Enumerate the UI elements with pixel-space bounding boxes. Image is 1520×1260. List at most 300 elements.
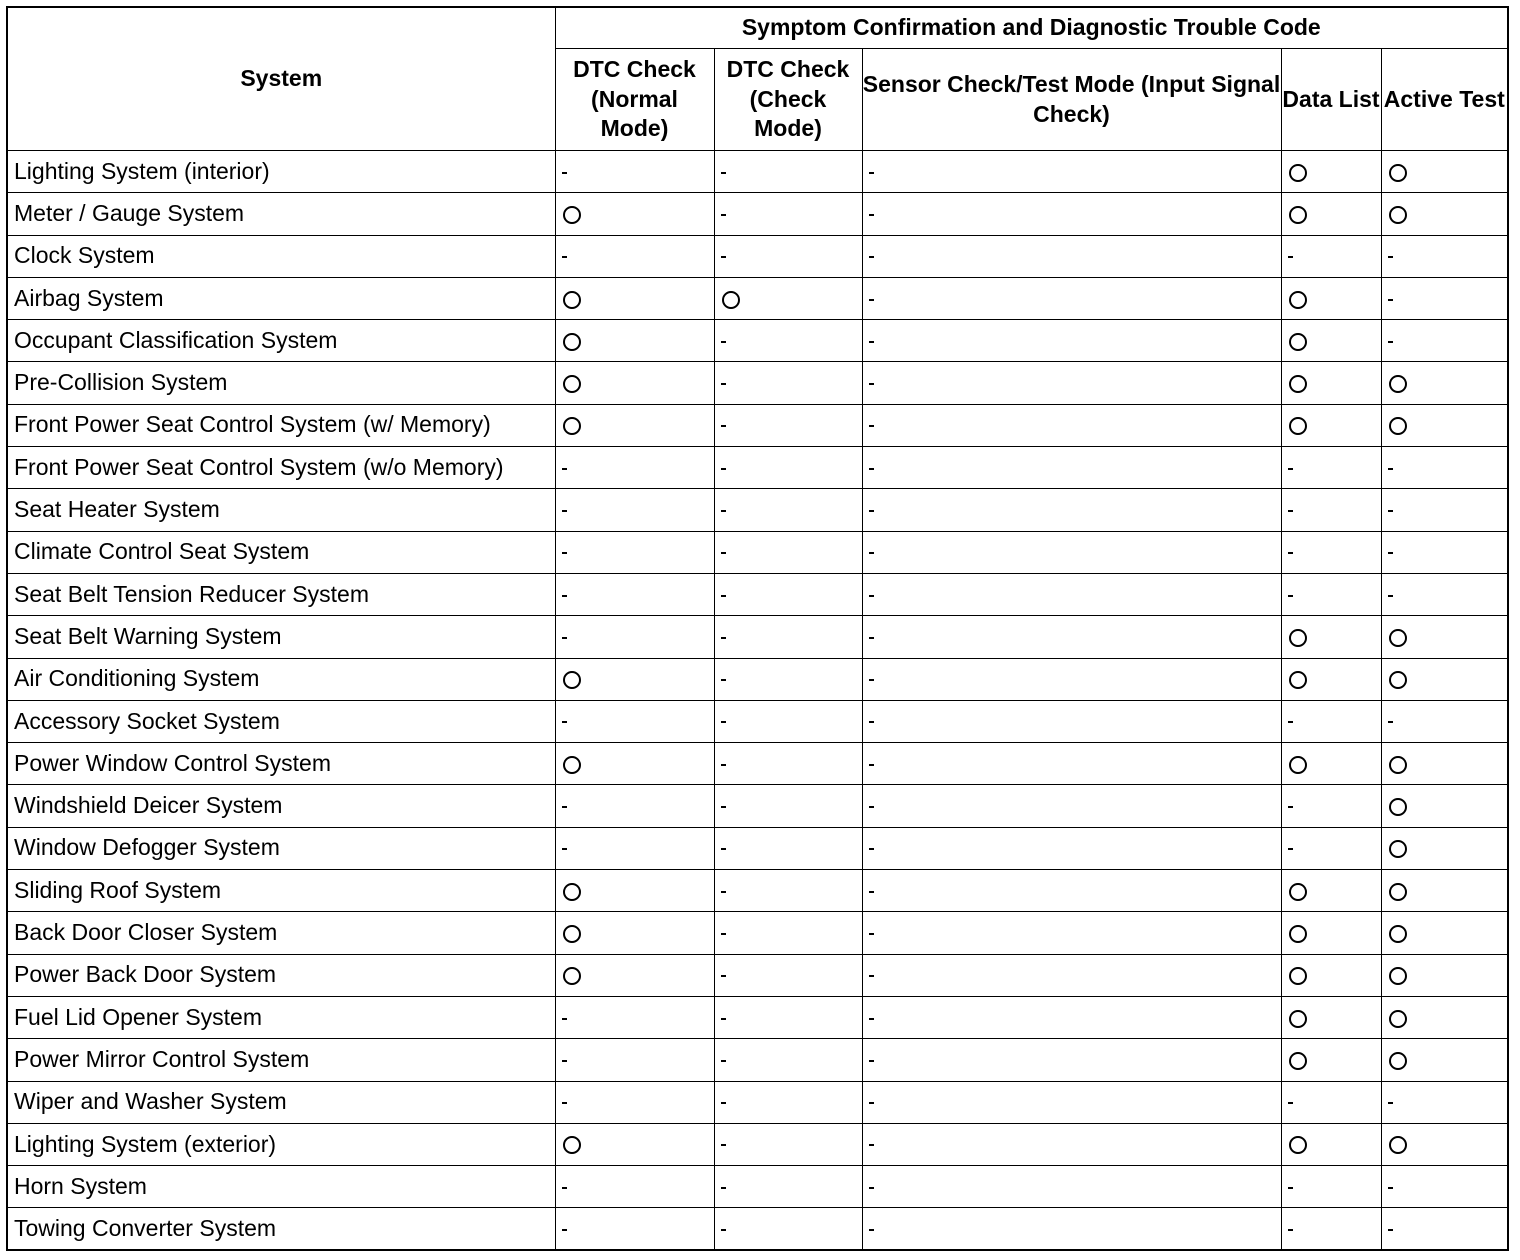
not-supported-dash-icon	[721, 1144, 726, 1146]
cell-dtc-normal	[555, 1208, 714, 1250]
table-row	[7, 235, 1508, 277]
not-supported-dash-icon	[1388, 341, 1393, 343]
cell-data-list	[1281, 996, 1381, 1038]
cell-data-list	[1281, 827, 1381, 869]
system-name-cell: Airbag System	[7, 277, 555, 319]
supported-circle-icon	[1389, 629, 1407, 647]
cell-dtc-normal	[555, 785, 714, 827]
table-row	[7, 743, 1508, 785]
cell-sensor-check	[862, 658, 1281, 700]
not-supported-dash-icon	[721, 1018, 726, 1020]
cell-data-list	[1281, 1123, 1381, 1165]
not-supported-dash-icon	[869, 1187, 874, 1189]
not-supported-dash-icon	[1288, 806, 1293, 808]
cell-sensor-check	[862, 404, 1281, 446]
cell-dtc-normal	[555, 1039, 714, 1081]
not-supported-dash-icon	[869, 848, 874, 850]
cell-dtc-check	[714, 404, 862, 446]
not-supported-dash-icon	[721, 679, 726, 681]
cell-dtc-check	[714, 277, 862, 319]
cell-dtc-check	[714, 1123, 862, 1165]
cell-dtc-check	[714, 235, 862, 277]
cell-data-list	[1281, 658, 1381, 700]
system-name-cell: Towing Converter System	[7, 1208, 555, 1250]
cell-sensor-check	[862, 151, 1281, 193]
supported-circle-icon	[1389, 967, 1407, 985]
system-name-cell: Power Mirror Control System	[7, 1039, 555, 1081]
cell-data-list	[1281, 531, 1381, 573]
supported-circle-icon	[563, 1136, 581, 1154]
supported-circle-icon	[563, 375, 581, 393]
not-supported-dash-icon	[721, 383, 726, 385]
cell-dtc-normal	[555, 277, 714, 319]
not-supported-dash-icon	[1288, 1102, 1293, 1104]
not-supported-dash-icon	[1288, 256, 1293, 258]
header-dtc-check: DTC Check (Check Mode)	[714, 49, 862, 151]
not-supported-dash-icon	[869, 341, 874, 343]
cell-data-list	[1281, 1208, 1381, 1250]
cell-sensor-check	[862, 912, 1281, 954]
system-name-cell: Climate Control Seat System	[7, 531, 555, 573]
table-row	[7, 531, 1508, 573]
cell-dtc-normal	[555, 320, 714, 362]
cell-sensor-check	[862, 193, 1281, 235]
not-supported-dash-icon	[869, 425, 874, 427]
cell-data-list	[1281, 954, 1381, 996]
system-name-cell: Windshield Deicer System	[7, 785, 555, 827]
cell-dtc-check	[714, 827, 862, 869]
system-name-cell: Meter / Gauge System	[7, 193, 555, 235]
table-row	[7, 193, 1508, 235]
cell-dtc-normal	[555, 700, 714, 742]
cell-dtc-check	[714, 573, 862, 615]
supported-circle-icon	[1389, 1052, 1407, 1070]
not-supported-dash-icon	[1288, 595, 1293, 597]
table-row	[7, 827, 1508, 869]
cell-active-test	[1381, 193, 1508, 235]
not-supported-dash-icon	[869, 256, 874, 258]
cell-data-list	[1281, 151, 1381, 193]
system-name-cell: Front Power Seat Control System (w/ Memory)	[7, 404, 555, 446]
not-supported-dash-icon	[721, 425, 726, 427]
cell-dtc-check	[714, 1208, 862, 1250]
cell-dtc-normal	[555, 912, 714, 954]
table-row	[7, 616, 1508, 658]
not-supported-dash-icon	[869, 721, 874, 723]
cell-data-list	[1281, 1081, 1381, 1123]
supported-circle-icon	[1289, 291, 1307, 309]
supported-circle-icon	[1389, 1136, 1407, 1154]
cell-dtc-check	[714, 489, 862, 531]
supported-circle-icon	[563, 925, 581, 943]
not-supported-dash-icon	[869, 510, 874, 512]
not-supported-dash-icon	[869, 1229, 874, 1231]
supported-circle-icon	[1289, 925, 1307, 943]
cell-dtc-check	[714, 870, 862, 912]
cell-dtc-check	[714, 320, 862, 362]
not-supported-dash-icon	[869, 1102, 874, 1104]
not-supported-dash-icon	[869, 172, 874, 174]
header-active-test: Active Test	[1381, 49, 1508, 151]
system-name-cell: Seat Belt Tension Reducer System	[7, 573, 555, 615]
table-body	[7, 151, 1508, 1251]
table-row	[7, 1039, 1508, 1081]
cell-dtc-check	[714, 912, 862, 954]
table-row	[7, 277, 1508, 319]
system-name-cell: Occupant Classification System	[7, 320, 555, 362]
cell-data-list	[1281, 743, 1381, 785]
header-symptom-group: Symptom Confirmation and Diagnostic Trouble Code	[555, 7, 1508, 49]
not-supported-dash-icon	[562, 1229, 567, 1231]
not-supported-dash-icon	[721, 975, 726, 977]
supported-circle-icon	[1289, 629, 1307, 647]
supported-circle-icon	[1389, 375, 1407, 393]
cell-dtc-normal	[555, 658, 714, 700]
not-supported-dash-icon	[721, 764, 726, 766]
not-supported-dash-icon	[869, 764, 874, 766]
cell-dtc-check	[714, 151, 862, 193]
supported-circle-icon	[1389, 1010, 1407, 1028]
cell-active-test	[1381, 489, 1508, 531]
not-supported-dash-icon	[869, 468, 874, 470]
not-supported-dash-icon	[721, 848, 726, 850]
cell-active-test	[1381, 1039, 1508, 1081]
cell-active-test	[1381, 1123, 1508, 1165]
cell-data-list	[1281, 235, 1381, 277]
table-row	[7, 1166, 1508, 1208]
cell-sensor-check	[862, 870, 1281, 912]
cell-dtc-check	[714, 1166, 862, 1208]
not-supported-dash-icon	[721, 806, 726, 808]
system-name-cell: Lighting System (exterior)	[7, 1123, 555, 1165]
not-supported-dash-icon	[869, 806, 874, 808]
table-row	[7, 1081, 1508, 1123]
cell-data-list	[1281, 1039, 1381, 1081]
cell-active-test	[1381, 362, 1508, 404]
not-supported-dash-icon	[869, 595, 874, 597]
cell-dtc-check	[714, 996, 862, 1038]
cell-dtc-normal	[555, 193, 714, 235]
not-supported-dash-icon	[562, 1060, 567, 1062]
cell-data-list	[1281, 616, 1381, 658]
not-supported-dash-icon	[721, 172, 726, 174]
cell-active-test	[1381, 827, 1508, 869]
cell-active-test	[1381, 785, 1508, 827]
table-row	[7, 912, 1508, 954]
header-sensor-check: Sensor Check/Test Mode (Input Signal Check)	[862, 49, 1281, 151]
not-supported-dash-icon	[1288, 552, 1293, 554]
cell-sensor-check	[862, 785, 1281, 827]
not-supported-dash-icon	[1288, 721, 1293, 723]
not-supported-dash-icon	[869, 1018, 874, 1020]
system-name-cell: Fuel Lid Opener System	[7, 996, 555, 1038]
cell-active-test	[1381, 573, 1508, 615]
cell-data-list	[1281, 489, 1381, 531]
table-row	[7, 785, 1508, 827]
cell-sensor-check	[862, 1123, 1281, 1165]
system-name-cell: Seat Belt Warning System	[7, 616, 555, 658]
diagnostic-function-table	[6, 6, 1509, 1251]
not-supported-dash-icon	[1388, 510, 1393, 512]
cell-dtc-normal	[555, 531, 714, 573]
not-supported-dash-icon	[721, 1229, 726, 1231]
cell-active-test	[1381, 616, 1508, 658]
not-supported-dash-icon	[562, 848, 567, 850]
cell-active-test	[1381, 870, 1508, 912]
not-supported-dash-icon	[562, 1018, 567, 1020]
not-supported-dash-icon	[721, 1060, 726, 1062]
not-supported-dash-icon	[721, 552, 726, 554]
not-supported-dash-icon	[1388, 1187, 1393, 1189]
not-supported-dash-icon	[869, 637, 874, 639]
not-supported-dash-icon	[721, 933, 726, 935]
header-dtc-normal: DTC Check (Normal Mode)	[555, 49, 714, 151]
not-supported-dash-icon	[1288, 1187, 1293, 1189]
header-data-list: Data List	[1281, 49, 1381, 151]
cell-data-list	[1281, 912, 1381, 954]
supported-circle-icon	[1289, 883, 1307, 901]
system-name-cell: Window Defogger System	[7, 827, 555, 869]
not-supported-dash-icon	[721, 1102, 726, 1104]
not-supported-dash-icon	[1388, 1102, 1393, 1104]
cell-sensor-check	[862, 573, 1281, 615]
not-supported-dash-icon	[562, 256, 567, 258]
system-name-cell: Accessory Socket System	[7, 700, 555, 742]
cell-active-test	[1381, 320, 1508, 362]
cell-sensor-check	[862, 700, 1281, 742]
not-supported-dash-icon	[869, 891, 874, 893]
not-supported-dash-icon	[869, 975, 874, 977]
not-supported-dash-icon	[1388, 299, 1393, 301]
supported-circle-icon	[1389, 883, 1407, 901]
cell-dtc-normal	[555, 996, 714, 1038]
cell-dtc-check	[714, 531, 862, 573]
supported-circle-icon	[563, 333, 581, 351]
not-supported-dash-icon	[721, 256, 726, 258]
cell-active-test	[1381, 1208, 1508, 1250]
cell-sensor-check	[862, 743, 1281, 785]
supported-circle-icon	[1289, 375, 1307, 393]
cell-active-test	[1381, 700, 1508, 742]
cell-dtc-normal	[555, 447, 714, 489]
not-supported-dash-icon	[562, 806, 567, 808]
not-supported-dash-icon	[562, 552, 567, 554]
cell-dtc-check	[714, 616, 862, 658]
supported-circle-icon	[563, 417, 581, 435]
supported-circle-icon	[563, 206, 581, 224]
system-name-cell: Clock System	[7, 235, 555, 277]
supported-circle-icon	[1289, 671, 1307, 689]
supported-circle-icon	[1289, 1052, 1307, 1070]
header-system: System	[7, 7, 555, 151]
cell-data-list	[1281, 1166, 1381, 1208]
supported-circle-icon	[563, 671, 581, 689]
table-row	[7, 320, 1508, 362]
cell-active-test	[1381, 531, 1508, 573]
not-supported-dash-icon	[721, 341, 726, 343]
not-supported-dash-icon	[562, 172, 567, 174]
cell-data-list	[1281, 700, 1381, 742]
supported-circle-icon	[1289, 756, 1307, 774]
not-supported-dash-icon	[1288, 848, 1293, 850]
cell-dtc-check	[714, 447, 862, 489]
cell-dtc-normal	[555, 1166, 714, 1208]
cell-dtc-check	[714, 1039, 862, 1081]
cell-sensor-check	[862, 1166, 1281, 1208]
not-supported-dash-icon	[1388, 1229, 1393, 1231]
not-supported-dash-icon	[1388, 552, 1393, 554]
cell-sensor-check	[862, 362, 1281, 404]
cell-dtc-check	[714, 658, 862, 700]
cell-active-test	[1381, 996, 1508, 1038]
cell-dtc-normal	[555, 362, 714, 404]
cell-sensor-check	[862, 616, 1281, 658]
not-supported-dash-icon	[721, 721, 726, 723]
system-name-cell: Pre-Collision System	[7, 362, 555, 404]
not-supported-dash-icon	[1288, 1229, 1293, 1231]
cell-data-list	[1281, 193, 1381, 235]
cell-data-list	[1281, 870, 1381, 912]
table-row	[7, 1123, 1508, 1165]
not-supported-dash-icon	[721, 595, 726, 597]
cell-dtc-normal	[555, 489, 714, 531]
cell-dtc-normal	[555, 870, 714, 912]
cell-sensor-check	[862, 447, 1281, 489]
not-supported-dash-icon	[869, 214, 874, 216]
table-row	[7, 996, 1508, 1038]
cell-data-list	[1281, 447, 1381, 489]
cell-sensor-check	[862, 531, 1281, 573]
cell-sensor-check	[862, 320, 1281, 362]
not-supported-dash-icon	[721, 637, 726, 639]
not-supported-dash-icon	[721, 510, 726, 512]
system-name-cell: Power Window Control System	[7, 743, 555, 785]
cell-active-test	[1381, 404, 1508, 446]
system-name-cell: Sliding Roof System	[7, 870, 555, 912]
cell-dtc-check	[714, 700, 862, 742]
cell-dtc-normal	[555, 743, 714, 785]
cell-dtc-check	[714, 193, 862, 235]
supported-circle-icon	[1289, 164, 1307, 182]
not-supported-dash-icon	[562, 468, 567, 470]
system-name-cell: Front Power Seat Control System (w/o Memory)	[7, 447, 555, 489]
cell-sensor-check	[862, 489, 1281, 531]
cell-dtc-check	[714, 954, 862, 996]
not-supported-dash-icon	[869, 679, 874, 681]
cell-data-list	[1281, 785, 1381, 827]
supported-circle-icon	[1389, 417, 1407, 435]
table-row	[7, 700, 1508, 742]
system-name-cell: Wiper and Washer System	[7, 1081, 555, 1123]
cell-active-test	[1381, 658, 1508, 700]
not-supported-dash-icon	[1388, 256, 1393, 258]
cell-sensor-check	[862, 1081, 1281, 1123]
supported-circle-icon	[1389, 671, 1407, 689]
cell-dtc-check	[714, 743, 862, 785]
cell-dtc-normal	[555, 404, 714, 446]
cell-active-test	[1381, 151, 1508, 193]
cell-dtc-normal	[555, 151, 714, 193]
supported-circle-icon	[1289, 1136, 1307, 1154]
supported-circle-icon	[1289, 417, 1307, 435]
cell-dtc-normal	[555, 827, 714, 869]
cell-sensor-check	[862, 954, 1281, 996]
cell-active-test	[1381, 912, 1508, 954]
system-name-cell: Lighting System (interior)	[7, 151, 555, 193]
supported-circle-icon	[1389, 756, 1407, 774]
table-row	[7, 404, 1508, 446]
not-supported-dash-icon	[721, 1187, 726, 1189]
supported-circle-icon	[563, 756, 581, 774]
cell-dtc-normal	[555, 954, 714, 996]
not-supported-dash-icon	[1388, 721, 1393, 723]
not-supported-dash-icon	[869, 933, 874, 935]
not-supported-dash-icon	[1388, 468, 1393, 470]
cell-sensor-check	[862, 235, 1281, 277]
table-row	[7, 870, 1508, 912]
supported-circle-icon	[722, 291, 740, 309]
not-supported-dash-icon	[1388, 595, 1393, 597]
cell-data-list	[1281, 362, 1381, 404]
cell-dtc-normal	[555, 235, 714, 277]
supported-circle-icon	[563, 883, 581, 901]
supported-circle-icon	[1389, 840, 1407, 858]
not-supported-dash-icon	[562, 595, 567, 597]
cell-dtc-normal	[555, 616, 714, 658]
cell-active-test	[1381, 1166, 1508, 1208]
cell-data-list	[1281, 404, 1381, 446]
cell-sensor-check	[862, 1208, 1281, 1250]
table-row	[7, 573, 1508, 615]
table-row	[7, 151, 1508, 193]
table-row	[7, 489, 1508, 531]
cell-active-test	[1381, 447, 1508, 489]
cell-sensor-check	[862, 1039, 1281, 1081]
cell-sensor-check	[862, 996, 1281, 1038]
not-supported-dash-icon	[721, 214, 726, 216]
system-name-cell: Seat Heater System	[7, 489, 555, 531]
supported-circle-icon	[1389, 206, 1407, 224]
not-supported-dash-icon	[1288, 468, 1293, 470]
not-supported-dash-icon	[869, 299, 874, 301]
cell-active-test	[1381, 954, 1508, 996]
supported-circle-icon	[1389, 925, 1407, 943]
cell-active-test	[1381, 277, 1508, 319]
table-row	[7, 362, 1508, 404]
cell-data-list	[1281, 573, 1381, 615]
cell-dtc-check	[714, 785, 862, 827]
not-supported-dash-icon	[869, 383, 874, 385]
system-name-cell: Power Back Door System	[7, 954, 555, 996]
not-supported-dash-icon	[1288, 510, 1293, 512]
not-supported-dash-icon	[562, 1187, 567, 1189]
table-row	[7, 954, 1508, 996]
supported-circle-icon	[1389, 164, 1407, 182]
not-supported-dash-icon	[869, 552, 874, 554]
system-name-cell: Air Conditioning System	[7, 658, 555, 700]
system-name-cell: Back Door Closer System	[7, 912, 555, 954]
table-row	[7, 447, 1508, 489]
system-name-cell: Horn System	[7, 1166, 555, 1208]
supported-circle-icon	[1289, 1010, 1307, 1028]
not-supported-dash-icon	[869, 1144, 874, 1146]
table-row	[7, 1208, 1508, 1250]
cell-active-test	[1381, 1081, 1508, 1123]
cell-active-test	[1381, 743, 1508, 785]
supported-circle-icon	[1289, 206, 1307, 224]
not-supported-dash-icon	[562, 510, 567, 512]
supported-circle-icon	[1289, 333, 1307, 351]
